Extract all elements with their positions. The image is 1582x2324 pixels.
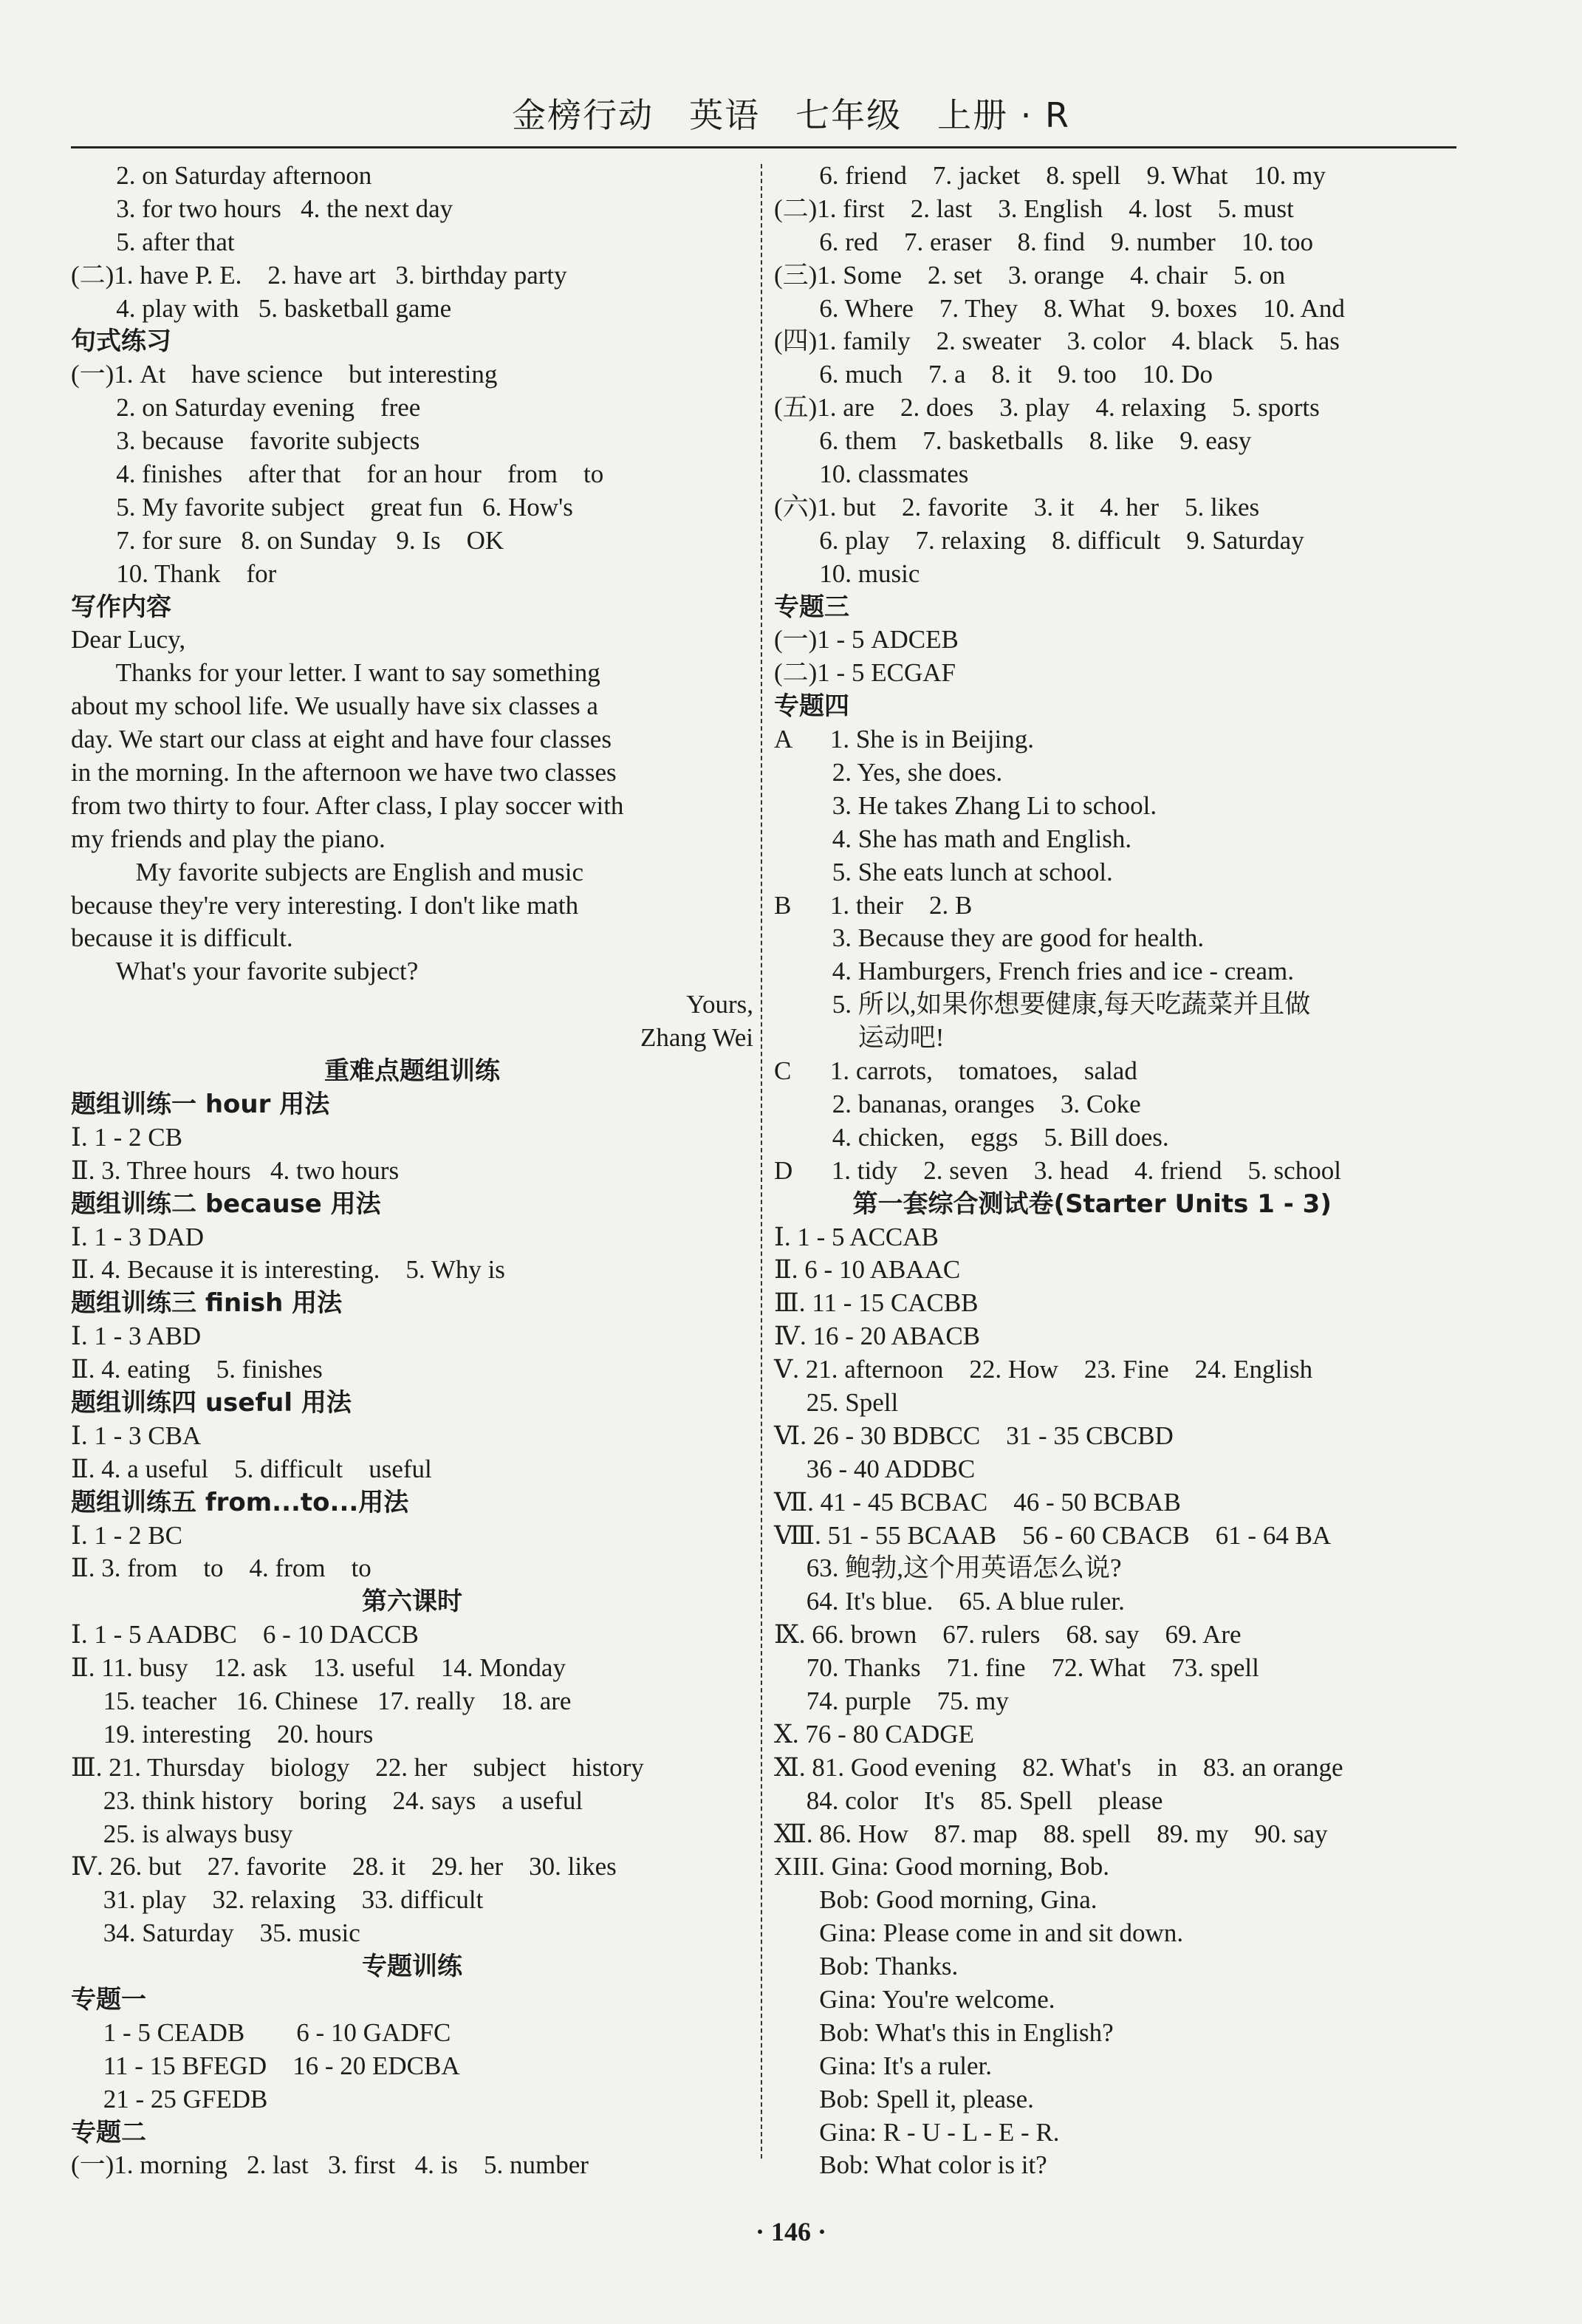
section-heading: 第六课时	[362, 1587, 462, 1617]
answer-line: (一)1. morning 2. last 3. first 4. is 5. number	[71, 2150, 589, 2180]
answer-line: Ⅱ. 3. Three hours 4. two hours	[71, 1155, 400, 1185]
answer-line: 5. My favorite subject great fun 6. How's	[71, 492, 573, 522]
answer-line: XIII. Gina: Good morning, Bob.	[774, 1852, 1109, 1882]
answer-line: in the morning. In the afternoon we have two classes	[71, 758, 617, 787]
answer-line: 6. Where 7. They 8. What 9. boxes 10. And	[774, 293, 1345, 323]
answer-line: Ⅵ. 26 - 30 BDBCC 31 - 35 CBCBD	[774, 1421, 1174, 1450]
page-number: · 146 ·	[755, 2217, 826, 2246]
answer-line: Ⅱ. 4. a useful 5. difficult useful	[71, 1454, 432, 1483]
answer-line: Ⅰ. 1 - 3 ABD	[71, 1322, 202, 1351]
answer-line: 84. color It's 85. Spell please	[774, 1785, 1163, 1815]
right-column	[774, 160, 1461, 2182]
answer-line: Ⅸ. 66. brown 67. rulers 68. say 69. Are	[774, 1620, 1242, 1650]
answer-line: 运动吧!	[774, 1023, 945, 1053]
answer-line: Ⅱ. 4. eating 5. finishes	[71, 1355, 323, 1384]
answer-line: 3. Because they are good for health.	[774, 923, 1205, 953]
answer-line: Bob: Spell it, please.	[774, 2084, 1034, 2113]
answer-line: 36 - 40 ADDBC	[774, 1454, 976, 1483]
section-heading: 专题三	[774, 592, 849, 622]
answer-line: Ⅲ. 21. Thursday biology 22. her subject history	[71, 1752, 644, 1782]
answer-line: Ⅰ. 1 - 3 DAD	[71, 1222, 205, 1251]
answer-line: 70. Thanks 71. fine 72. What 73. spell	[774, 1653, 1259, 1683]
answer-line: 5. 所以,如果你想要健康,每天吃蔬菜并且做	[774, 990, 1311, 1019]
answer-line: Ⅰ. 1 - 2 CB	[71, 1122, 182, 1152]
answer-line: (二)1. first 2. last 3. English 4. lost 5. must	[774, 194, 1294, 223]
answer-line: because it is difficult.	[71, 923, 293, 953]
answer-line: day. We start our class at eight and have four classes	[71, 725, 612, 754]
section-heading: 题组训练二 because 用法	[71, 1189, 381, 1219]
answer-line: 5. She eats lunch at school.	[774, 857, 1113, 886]
section-heading: 第一套综合测试卷(Starter Units 1 - 3)	[774, 1189, 1332, 1219]
answer-line: Bob: What's this in English?	[774, 2017, 1114, 2047]
answer-line: about my school life. We usually have six classes a	[71, 691, 598, 721]
answer-line: because they're very interesting. I don't like math	[71, 890, 579, 920]
answer-line: Dear Lucy,	[71, 625, 186, 655]
answer-line: Ⅰ. 1 - 3 CBA	[71, 1421, 202, 1450]
answer-line: 10. Thank for	[71, 558, 277, 588]
answer-line: 31. play 32. relaxing 33. difficult	[71, 1885, 484, 1915]
answer-line: (四)1. family 2. sweater 3. color 4. black 5. has	[774, 327, 1340, 356]
answer-line: 2. Yes, she does.	[774, 758, 1003, 787]
answer-line: 21 - 25 GFEDB	[71, 2084, 268, 2113]
answer-line: (六)1. but 2. favorite 3. it 4. her 5. likes	[774, 492, 1260, 522]
section-heading: 重难点题组训练	[324, 1056, 500, 1087]
answer-line: 6. red 7. eraser 8. find 9. number 10. too	[774, 227, 1313, 256]
answer-line: my friends and play the piano.	[71, 824, 386, 853]
answer-line: 74. purple 75. my	[774, 1686, 1009, 1715]
answer-line: 6. play 7. relaxing 8. difficult 9. Saturday	[774, 525, 1304, 555]
answer-line: My favorite subjects are English and music	[71, 857, 584, 886]
answer-line: 2. on Saturday afternoon	[71, 161, 372, 190]
answer-line: (三)1. Some 2. set 3. orange 4. chair 5. on	[774, 260, 1286, 290]
answer-line: Ⅶ. 41 - 45 BCBAC 46 - 50 BCBAB	[774, 1487, 1181, 1517]
section-heading: 题组训练五 from...to...用法	[71, 1487, 409, 1517]
answer-line: 2. on Saturday evening free	[71, 393, 421, 423]
answer-line: 7. for sure 8. on Sunday 9. Is OK	[71, 525, 504, 555]
answer-line: 11 - 15 BFEGD 16 - 20 EDCBA	[71, 2051, 460, 2080]
answer-line: 3. because favorite subjects	[71, 426, 420, 456]
answer-line: 34. Saturday 35. music	[71, 1918, 360, 1948]
answer-line: 63. 鲍勃,这个用英语怎么说?	[774, 1554, 1122, 1583]
answer-line: Ⅰ. 1 - 2 BC	[71, 1520, 182, 1550]
answer-line: 64. It's blue. 65. A blue ruler.	[774, 1587, 1125, 1616]
answer-line: 4. play with 5. basketball game	[71, 293, 452, 323]
answer-line: (二)1. have P. E. 2. have art 3. birthday party	[71, 260, 567, 290]
answer-line: Bob: Thanks.	[774, 1952, 959, 1981]
answer-line: 10. classmates	[774, 459, 969, 489]
answer-line: 4. finishes after that for an hour from to	[71, 459, 604, 489]
answer-line: Yours,	[686, 990, 753, 1019]
answer-line: Zhang Wei	[640, 1023, 753, 1053]
answer-line: from two thirty to four. After class, I play soccer with	[71, 790, 624, 820]
answer-line: Ⅱ. 3. from to 4. from to	[71, 1554, 371, 1583]
answer-line: (一)1. At have science but interesting	[71, 360, 498, 389]
section-heading: 写作内容	[71, 592, 171, 622]
answer-line: C 1. carrots, tomatoes, salad	[774, 1056, 1137, 1086]
answer-line: Ⅳ. 16 - 20 ABACB	[774, 1322, 981, 1351]
answer-line: Ⅹ. 76 - 80 CADGE	[774, 1719, 974, 1749]
answer-line: Ⅱ. 11. busy 12. ask 13. useful 14. Monday	[71, 1653, 566, 1683]
answer-line: Gina: R - U - L - E - R.	[774, 2117, 1060, 2147]
answer-line: 3. for two hours 4. the next day	[71, 194, 453, 223]
answer-line: 3. He takes Zhang Li to school.	[774, 790, 1157, 820]
section-heading: 专题训练	[362, 1952, 462, 1982]
answer-line: 5. after that	[71, 227, 235, 256]
answer-line: 25. Spell	[774, 1387, 899, 1417]
section-heading: 题组训练三 finish 用法	[71, 1288, 343, 1319]
answer-line: 23. think history boring 24. says a useful	[71, 1785, 583, 1815]
answer-line: Gina: Please come in and sit down.	[774, 1918, 1184, 1948]
answer-line: Ⅱ. 4. Because it is interesting. 5. Why is	[71, 1255, 505, 1285]
answer-line: Bob: Good morning, Gina.	[774, 1885, 1098, 1915]
answer-line: Ⅰ. 1 - 5 ACCAB	[774, 1222, 939, 1251]
answer-line: 4. She has math and English.	[774, 824, 1132, 853]
answer-line: Ⅲ. 11 - 15 CACBB	[774, 1288, 979, 1318]
left-column	[71, 160, 753, 2182]
answer-line: 19. interesting 20. hours	[71, 1719, 374, 1749]
answer-line: 6. them 7. basketballs 8. like 9. easy	[774, 426, 1252, 456]
answer-line: 2. bananas, oranges 3. Coke	[774, 1089, 1141, 1118]
answer-line: Thanks for your letter. I want to say something	[71, 658, 600, 688]
answer-line: Ⅴ. 21. afternoon 22. How 23. Fine 24. English	[774, 1355, 1313, 1384]
answer-line: D 1. tidy 2. seven 3. head 4. friend 5. school	[774, 1155, 1341, 1185]
answer-line: 4. Hamburgers, French fries and ice - cream.	[774, 957, 1294, 986]
answer-line: 25. is always busy	[71, 1819, 293, 1848]
answer-line: 6. much 7. a 8. it 9. too 10. Do	[774, 360, 1213, 389]
answer-line: (二)1 - 5 ECGAF	[774, 658, 956, 688]
answer-line: 10. music	[774, 558, 920, 588]
section-heading: 句式练习	[71, 327, 171, 357]
answer-line: B 1. their 2. B	[774, 890, 973, 920]
answer-line: (一)1 - 5 ADCEB	[774, 625, 959, 655]
section-heading: 专题二	[71, 2117, 146, 2147]
answer-line: A 1. She is in Beijing.	[774, 725, 1034, 754]
page-header: 金榜行动 英语 七年级 上册 · R	[512, 95, 1070, 135]
answer-line: Ⅻ. 86. How 87. map 88. spell 89. my 90. say	[774, 1819, 1328, 1848]
answer-line: Gina: You're welcome.	[774, 1984, 1055, 2014]
section-heading: 题组训练四 useful 用法	[71, 1387, 352, 1418]
answer-line: 1 - 5 CEADB 6 - 10 GADFC	[71, 2017, 451, 2047]
answer-line: 6. friend 7. jacket 8. spell 9. What 10. my	[774, 161, 1326, 190]
answer-line: 4. chicken, eggs 5. Bill does.	[774, 1122, 1169, 1152]
answer-line: What's your favorite subject?	[71, 957, 419, 986]
answer-line: Ⅱ. 6 - 10 ABAAC	[774, 1255, 961, 1285]
header-rule	[71, 146, 1456, 148]
answer-line: Bob: What color is it?	[774, 2150, 1047, 2180]
section-heading: 题组训练一 hour 用法	[71, 1089, 330, 1119]
answer-line: Ⅳ. 26. but 27. favorite 28. it 29. her 30. likes	[71, 1852, 617, 1882]
answer-line: (五)1. are 2. does 3. play 4. relaxing 5. sports	[774, 393, 1320, 423]
answer-line: Ⅰ. 1 - 5 AADBC 6 - 10 DACCB	[71, 1620, 419, 1650]
column-divider	[761, 164, 762, 2159]
section-heading: 专题四	[774, 691, 849, 722]
section-heading: 专题一	[71, 1984, 146, 2014]
answer-line: Gina: It's a ruler.	[774, 2051, 992, 2080]
answer-line: 15. teacher 16. Chinese 17. really 18. are	[71, 1686, 572, 1715]
answer-line: Ⅷ. 51 - 55 BCAAB 56 - 60 CBACB 61 - 64 BA	[774, 1520, 1332, 1550]
answer-line: Ⅺ. 81. Good evening 82. What's in 83. an orange	[774, 1752, 1343, 1782]
